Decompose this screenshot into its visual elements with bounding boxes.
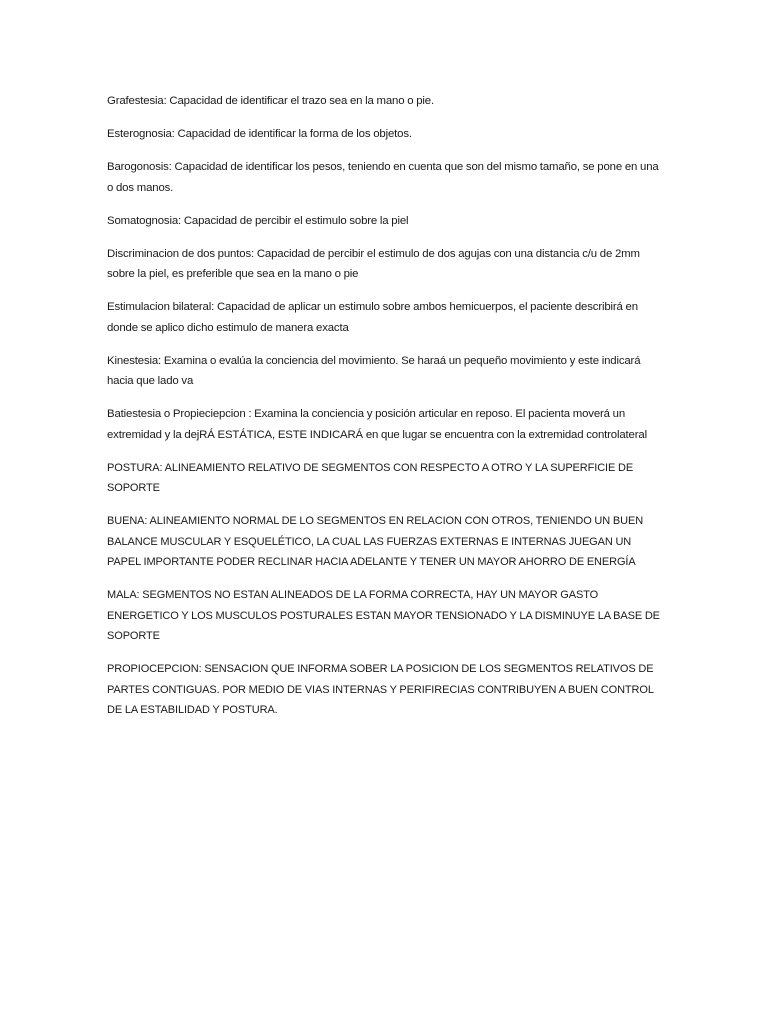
- paragraph-buena: BUENA: ALINEAMIENTO NORMAL DE LO SEGMENTOS EN RELACION CON OTROS, TENIENDO UN BUEN BALANCE MUSCULAR Y ESQUELÉTICO, LA CUAL LAS FUERZAS EXTERNAS E INTERNAS JUEGAN UN PAPEL IMPORTANTE PODER RECLINAR HACIA ADELANTE Y TENER UN MAYOR AHORRO DE ENERGÍA: [107, 515, 644, 568]
- paragraph-somatognosia: Somatognosia: Capacidad de percibir el estimulo sobre la piel: [107, 214, 409, 227]
- paragraph-mala: MALA: SEGMENTOS NO ESTAN ALINEADOS DE LA FORMA CORRECTA, HAY UN MAYOR GASTO ENERGETICO Y LOS MUSCULOS POSTURALES ESTAN MAYOR TENSIONADO Y LA DISMINUYE LA BASE DE SOPORTE: [107, 589, 660, 642]
- document-body: [107, 91, 663, 733]
- paragraph-kinestesia: Kinestesia: Examina o evalúa la conciencia del movimiento. Se haraá un pequeño movimiento y este indicará hacia que lado va: [107, 354, 641, 387]
- paragraph-propiocepcion: PROPIOCEPCION: SENSACION QUE INFORMA SOBER LA POSICION DE LOS SEGMENTOS RELATIVOS DE PARTES CONTIGUAS. POR MEDIO DE VIAS INTERNAS Y PERIFIRECIAS CONTRIBUYEN A BUEN CONTROL DE LA ESTABILIDAD Y POSTURA.: [107, 663, 654, 716]
- paragraph-discriminacion: Discriminacion de dos puntos: Capacidad de percibir el estimulo de dos agujas con una distancia c/u de 2mm sobre la piel, es preferible que sea en la mano o pie: [107, 247, 640, 280]
- paragraph-estimulacion-bilateral: Estimulacion bilateral: Capacidad de aplicar un estimulo sobre ambos hemicuerpos, el paciente describirá en donde se aplico dicho estimulo de manera exacta: [107, 301, 638, 334]
- paragraph-batiestesia: Batiestesia o Propieciepcion : Examina la conciencia y posición articular en reposo. El pacienta moverá un extremidad y la dejRÁ ESTÁTICA, ESTE INDICARÁ en que lugar se encuentra con la extremidad controlateral: [107, 408, 647, 441]
- paragraph-grafestesia: Grafestesia: Capacidad de identificar el trazo sea en la mano o pie.: [107, 95, 434, 107]
- paragraph-esterognosia: Esterognosia: Capacidad de identificar la forma de los objetos.: [107, 128, 412, 140]
- paragraph-barogonosis: Barogonosis: Capacidad de identificar los pesos, teniendo en cuenta que son del mismo tamaño, se pone en una o dos manos.: [107, 161, 659, 194]
- paragraph-postura: POSTURA: ALINEAMIENTO RELATIVO DE SEGMENTOS CON RESPECTO A OTRO Y LA SUPERFICIE DE SOPORTE: [107, 461, 634, 494]
